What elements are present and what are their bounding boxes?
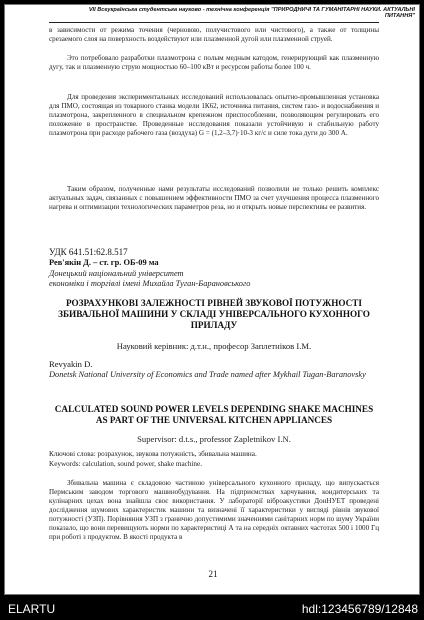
supervisor-ua: Науковий керівник: д.т.н., професор Заплетніков І.М. — [116, 341, 312, 351]
paragraph-2: Это потребовало разработки плазмотрона с полым медным катодом, генерирующий как плазменную дугу, так и плазменную струю мощностью 60–100 кВт и ресурсом работы более 100 ч. — [49, 54, 379, 71]
paragraph-3: Для проведения экспериментальных исследований использовалась опытно-промышленная установка для ПМО, состоящая из токарного станка модели 1К62, источника питания, систем газо- и водоснабжения и плазмотрона, закрепленного в специальном крепежном приспособлении, позволяющим регулировать его положение в пространстве. Проведенные исследования показали устойчивую и стабильную работу плазмотрона при расходе рабочего газа (воздуха) G = (1,2–3,7)·10-3 кг/с и силе тока дуги до 300 А. — [49, 93, 379, 137]
author-en: Revyakin D. — [49, 359, 93, 369]
paragraph-4: Таким образом, полученные нами результаты исследований позволили не только решить комплекс актуальных задач, связанных с повышением эффективности ПМО за счет улучшения процесса плазменного нагрева и оптимизации технологических параметров реза, но и открыть новые перспективы ее развития. — [49, 185, 379, 211]
handle-link[interactable]: hdl:123456789/12848 — [301, 602, 418, 616]
keywords-en: Keywords: calculation, sound power, shake machine. — [49, 460, 203, 468]
author-ua: Рев'якін Д. – ст. гр. ОБ-09 ма — [49, 258, 159, 267]
affiliation-ua-line1: Донецький національний університет — [49, 269, 184, 278]
page-number: 21 — [208, 569, 218, 579]
supervisor-en: Supervisor: d.t.s., professor Zapletnikov I.N. — [137, 434, 291, 444]
header-rule — [49, 22, 379, 23]
affiliation-en: Donetsk National University of Economics and Trade named after Mykhail Tugan-Baranovsky — [49, 370, 366, 379]
conference-header: VII Всеукраїнська студентська науково - технічна конференція "ПРИРОДНИЧІ ТА ГУМАНІТАРНІ НАУКИ. АКТУАЛЬНІ ПИТАННЯ" — [88, 7, 415, 20]
keywords-ua: Ключові слова: розрахунок, звукова потужність, збивальна машина. — [49, 450, 257, 458]
title-en: CALCULATED SOUND POWER LEVELS DEPENDING SHAKE MACHINES AS PART OF THE UNIVERSAL KITCHEN APPLIANCES — [54, 404, 374, 425]
viewer-footer — [0, 596, 424, 620]
udk-code: УДК 641.51:62.8.517 — [49, 247, 128, 257]
title-ua: РОЗРАХУНКОВІ ЗАЛЕЖНОСТІ РІВНЕЙ ЗВУКОВОЇ ПОТУЖНОСТІ ЗБИВАЛЬНОЇ МАШИНИ У СКЛАДІ УНІВЕРСАЛЬНОГО КУХОННОГО ПРИЛАДУ — [58, 298, 370, 330]
affiliation-ua-line2: економіки і торгівлі імені Михайла Туган-Барановського — [49, 279, 251, 288]
paragraph-1: в зависимости от режима точения (черновою, получистового или чистового), а также от толщины срезаемого слоя на поверхность воздействуют или плазменной дугой или плазменной струей. — [49, 26, 379, 43]
repository-name: ELARTU — [8, 602, 56, 616]
body-paragraph: Збивальна машина є складовою частиною універсального кухонного приладу, що випускається Пермським заводом торгового машинобудування. На підприємствах харчування, кондитерських та кулінарних цехах вона знайшла своє використання. У лабораторії віброакустики ДонНУЕТ проведені дослідження шумових характеристик машини та визначені її характеристики у вигляді рівнів звукової потужності (УЗП). Порівняння УЗП з гранично допустимими значеннями санітарних норм по шуму України показало, що вони перевищують норми по характеристиці А та на середніх октавних частотах 500 і 1000 Гц при роботі з продуктом. В якості продукта в — [49, 479, 379, 541]
document-page — [4, 4, 420, 595]
